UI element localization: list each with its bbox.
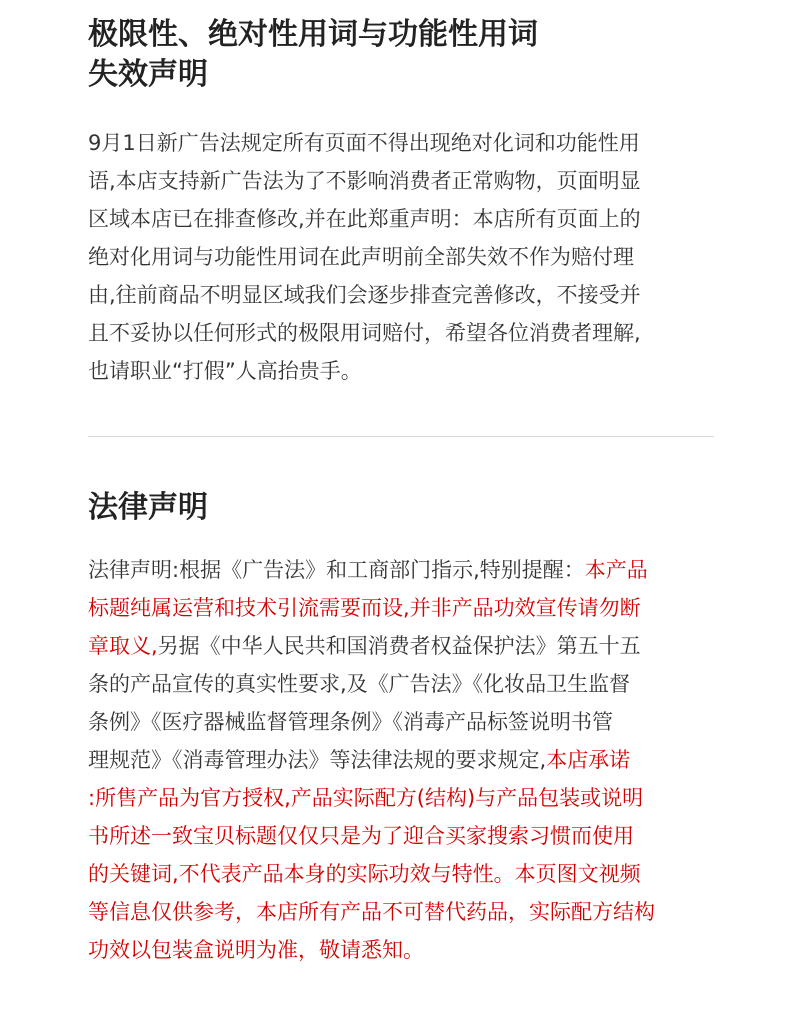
legal-line-normal: 理规范》《消毒管理办法》等法律法规的要求规定,	[88, 748, 547, 772]
disclaimer-line: 且不妥协以任何形式的极限用词赔付，希望各位消费者理解,	[88, 321, 641, 345]
legal-line	[88, 779, 728, 817]
disclaimer-title-line-1: 极限性、绝对性用词与功能性用词	[88, 17, 538, 52]
legal-line-highlight: 标题纯属运营和技术引流需要而设,并非产品功效宣传请勿断	[88, 596, 641, 620]
legal-line-highlight: 章取义,	[88, 634, 158, 658]
disclaimer-line: 区域本店已在排查修改,并在此郑重声明：本店所有页面上的	[88, 207, 641, 231]
legal-line-highlight: 等信息仅供参考，本店所有产品不可替代药品，实际配方结构	[88, 900, 655, 924]
legal-line-highlight: :所售产品为官方授权,产品实际配方(结构)与产品包装或说明	[88, 786, 644, 810]
legal-line	[88, 703, 728, 741]
legal-line-normal: 条的产品宣传的真实性要求,及《广告法》《化妆品卫生监督	[88, 672, 631, 696]
legal-line	[88, 551, 728, 589]
legal-line-highlight: 的关键词,不代表产品本身的实际功效与特性。本页图文视频	[88, 862, 641, 886]
disclaimer-line: 由,往前商品不明显区域我们会逐步排查完善修改，不接受并	[88, 283, 641, 307]
disclaimer-title	[88, 15, 538, 95]
legal-line	[88, 893, 728, 931]
legal-title: 法律声明	[88, 490, 208, 525]
disclaimer-body	[88, 124, 728, 390]
disclaimer-title-line-2: 失效声明	[88, 57, 208, 92]
legal-line	[88, 627, 728, 665]
legal-line-normal: 另据《中华人民共和国消费者权益保护法》第五十五	[157, 634, 641, 658]
legal-line	[88, 931, 728, 969]
legal-line	[88, 817, 728, 855]
legal-line	[88, 589, 728, 627]
legal-line-normal: 条例》《医疗器械监督管理条例》《消毒产品标签说明书管	[88, 710, 613, 734]
legal-line-highlight: 本产品	[584, 558, 648, 582]
disclaimer-line: 绝对化用词与功能性用词在此声明前全部失效不作为赔付理	[88, 245, 634, 269]
legal-line-highlight: 本店承诺	[546, 748, 631, 772]
legal-body	[88, 551, 728, 969]
legal-line	[88, 665, 728, 703]
legal-line-normal: 法律声明:根据《广告法》和工商部门指示,特别提醒：	[88, 558, 585, 582]
legal-line	[88, 855, 728, 893]
legal-line-highlight: 书所述一致宝贝标题仅仅只是为了迎合买家搜索习惯而使用	[88, 824, 634, 848]
legal-line	[88, 741, 728, 779]
disclaimer-line: 语,本店支持新广告法为了不影响消费者正常购物，页面明显	[88, 169, 641, 193]
disclaimer-line: 9月1日新广告法规定所有页面不得出现绝对化词和功能性用	[88, 131, 640, 155]
legal-line-highlight: 功效以包装盒说明为准，敬请悉知。	[88, 938, 424, 962]
section-divider	[88, 436, 714, 437]
disclaimer-line: 也请职业“打假”人高抬贵手。	[88, 359, 362, 383]
